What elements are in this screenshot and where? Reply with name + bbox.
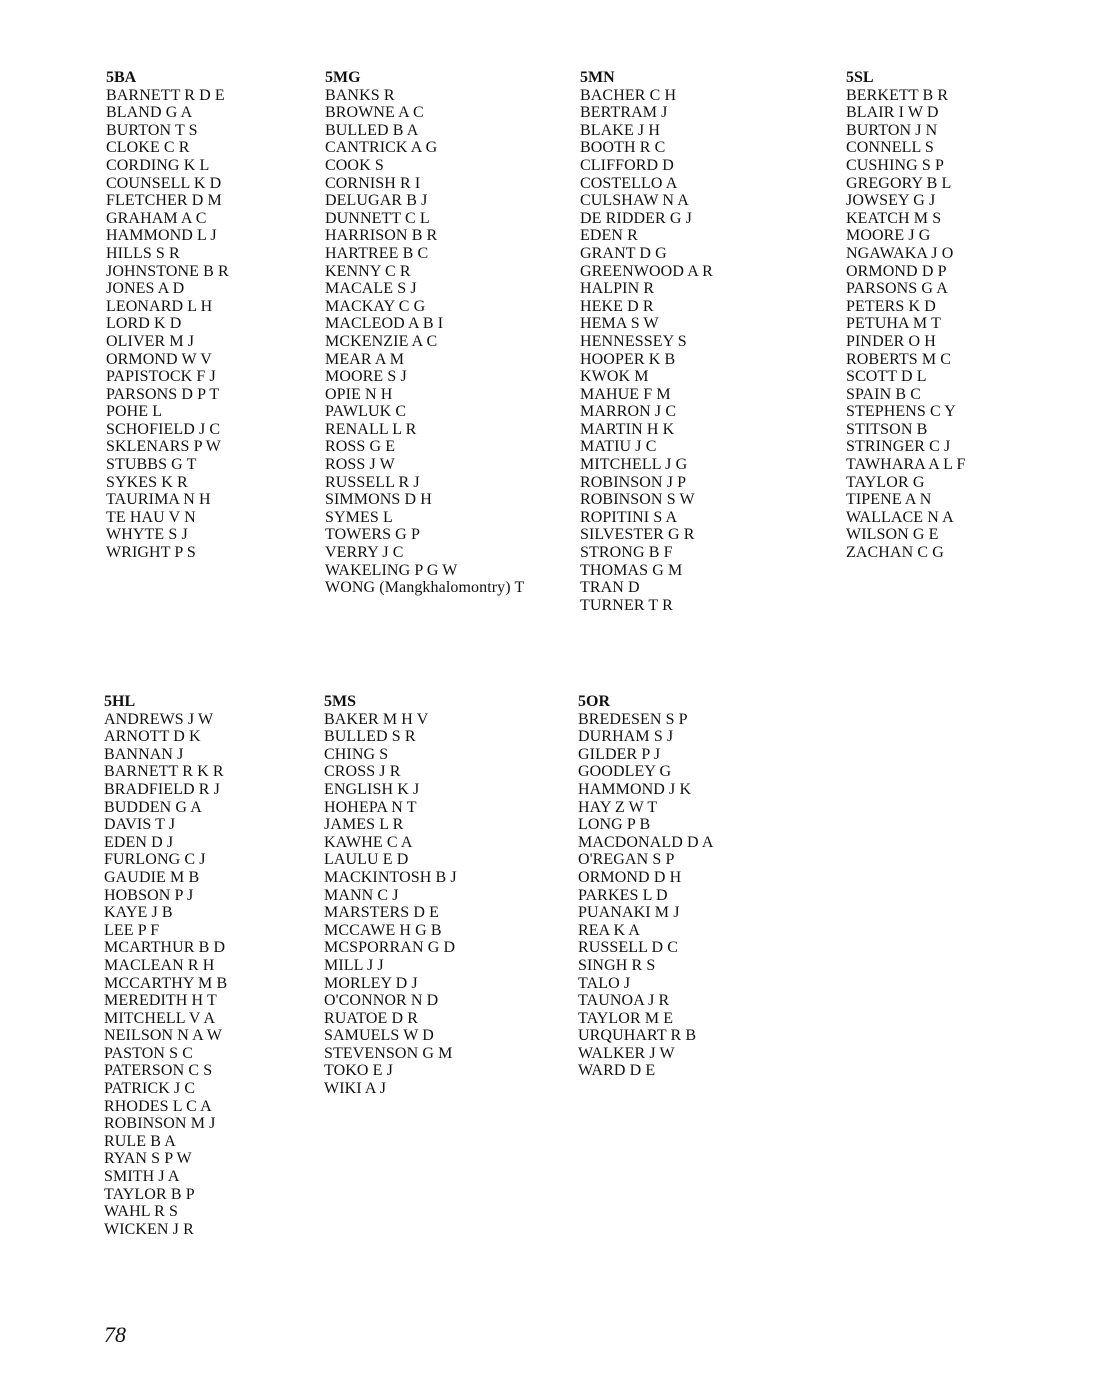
student-name: CUSHING S P [846,156,945,174]
student-name: MCCARTHY M B [104,974,228,992]
student-name: CORNISH R I [325,174,421,192]
student-name: TAYLOR B P [104,1185,195,1203]
student-name: HAMMOND J K [578,780,692,798]
student-name: THOMAS G M [580,561,683,579]
student-name: JAMES L R [324,816,404,834]
student-name: SILVESTER G R [580,526,695,544]
student-name: PARSONS G A [846,280,948,298]
class-block-5ba [106,69,346,562]
student-name: PINDER O H [846,332,936,350]
student-name: MACKAY C G [325,297,426,315]
student-name: CROSS J R [324,763,401,781]
student-name: ORMOND W V [106,350,212,368]
student-name: RUSSELL D C [578,939,679,957]
student-name: WALKER J W [578,1044,675,1062]
class-heading: 5MN [580,69,615,86]
student-name: BACHER C H [580,86,677,104]
student-name: STITSON B [846,420,928,438]
student-name: KAWHE C A [324,833,413,851]
student-name: ROSS J W [325,456,395,474]
student-name: HILLS S R [106,244,180,262]
student-name: SINGH R S [578,956,656,974]
class-heading: 5OR [578,693,610,710]
student-name: WARD D E [578,1062,656,1080]
student-name: BULLED B A [325,121,419,139]
student-name: TAUNOA J R [578,992,670,1010]
student-name: WAHL R S [104,1203,178,1221]
student-name: EDEN R [580,227,638,245]
class-block-5sl [846,69,1086,562]
student-name: HENNESSEY S [580,332,687,350]
student-name: CANTRICK A G [325,139,438,157]
student-name: MARSTERS D E [324,904,439,922]
student-name: GAUDIE M B [104,868,200,886]
student-name: HARTREE B C [325,244,429,262]
student-name: PARKES L D [578,886,668,904]
student-name: BLAIR I W D [846,104,939,122]
student-name: ANDREWS J W [104,710,214,728]
student-name: BRADFIELD R J [104,780,220,798]
student-name: GRAHAM A C [106,209,207,227]
student-name: BARNETT R D E [106,86,225,104]
student-name: ROBINSON M J [104,1115,216,1133]
student-list [104,711,344,1239]
student-name: STRONG B F [580,544,673,562]
student-name: ZACHAN C G [846,544,944,562]
student-name: RYAN S P W [104,1150,192,1168]
student-name: MOORE S J [325,368,407,386]
student-name: BOOTH R C [580,139,666,157]
student-name: FLETCHER D M [106,192,222,210]
student-name: STEPHENS C Y [846,403,956,421]
student-name: JOHNSTONE B R [106,262,229,280]
student-name: RENALL L R [325,420,417,438]
class-heading: 5MG [325,69,361,86]
student-name: HEKE D R [580,297,654,315]
student-name: MILL J J [324,956,384,974]
student-name: BANKS R [325,86,395,104]
student-list [325,87,585,597]
student-name: COSTELLO A [580,174,678,192]
student-name: MACDONALD D A [578,833,714,851]
class-block-5ms [324,693,564,1098]
student-name: MCSPORRAN G D [324,939,456,957]
student-name: TOKO E J [324,1062,393,1080]
student-name: DE RIDDER G J [580,209,692,227]
student-list [846,87,1086,562]
student-name: MACKINTOSH B J [324,868,457,886]
student-name: HARRISON B R [325,227,438,245]
student-name: SIMMONS D H [325,491,432,509]
student-name: LEE P F [104,921,160,939]
student-name: RUSSELL R J [325,473,420,491]
student-name: RHODES L C A [104,1097,212,1115]
student-name: BURTON J N [846,121,938,139]
student-name: CONNELL S [846,139,934,157]
student-name: DUNNETT C L [325,209,430,227]
student-name: BERTRAM J [580,104,668,122]
student-name: SCHOFIELD J C [106,420,221,438]
page-number: 78 [104,1322,126,1347]
student-name: BARNETT R K R [104,763,224,781]
student-name: HALPIN R [580,280,655,298]
student-name: CHING S [324,745,389,763]
student-name: KENNY C R [325,262,411,280]
student-name: CLIFFORD D [580,156,674,174]
student-name: KAYE J B [104,904,173,922]
student-name: WHYTE S J [106,526,188,544]
student-list [324,711,564,1098]
student-name: MCKENZIE A C [325,332,438,350]
student-name: GREENWOOD A R [580,262,713,280]
student-name: GOODLEY G [578,763,672,781]
student-name: MITCHELL V A [104,1009,216,1027]
student-name: BUDDEN G A [104,798,202,816]
student-name: PUANAKI M J [578,904,680,922]
student-name: PARSONS D P T [106,385,220,403]
student-name: WALLACE N A [846,508,954,526]
student-name: WICKEN J R [104,1220,194,1238]
student-name: COOK S [325,156,384,174]
class-block-5hl [104,693,344,1238]
student-name: TAYLOR G [846,473,925,491]
student-name: JONES A D [106,280,185,298]
student-name: JOWSEY G J [846,192,936,210]
student-name: DAVIS T J [104,816,176,834]
student-name: O'CONNOR N D [324,992,439,1010]
student-name: TIPENE A N [846,491,932,509]
student-name: WIKI A J [324,1080,387,1098]
student-name: PETERS K D [846,297,936,315]
student-name: HAMMOND L J [106,227,217,245]
student-name: COUNSELL K D [106,174,222,192]
student-name: TE HAU V N [106,508,196,526]
student-name: OPIE N H [325,385,393,403]
student-name: BULLED S R [324,728,416,746]
student-name: GREGORY B L [846,174,952,192]
student-name: MARRON J C [580,403,677,421]
student-name: TAURIMA N H [106,491,211,509]
student-name: ENGLISH K J [324,780,420,798]
student-name: PAWLUK C [325,403,407,421]
student-name: WILSON G E [846,526,939,544]
student-name: CLOKE C R [106,139,190,157]
student-name: TURNER T R [580,596,673,614]
student-name: ROSS G E [325,438,396,456]
student-name: ROPITINI S A [580,508,678,526]
student-name: HAY Z W T [578,798,658,816]
class-heading: 5HL [104,693,136,710]
student-name: MCCAWE H G B [324,921,442,939]
student-name: ROBERTS M C [846,350,952,368]
student-name: TRAN D [580,579,640,597]
student-name: BREDESEN S P [578,710,688,728]
student-name: BLAND G A [106,104,193,122]
student-name: SYMES L [325,508,393,526]
student-name: WONG (Mangkhalomontry) T [325,579,525,597]
student-list [106,87,346,562]
student-name: SKLENARS P W [106,438,221,456]
student-name: LORD K D [106,315,182,333]
class-heading: 5MS [324,693,356,710]
student-name: PETUHA M T [846,315,941,333]
class-heading: 5SL [846,69,874,86]
student-name: GRANT D G [580,244,667,262]
student-name: ROBINSON S W [580,491,695,509]
student-name: MITCHELL J G [580,456,688,474]
student-name: CORDING K L [106,156,210,174]
student-name: TAYLOR M E [578,1009,674,1027]
class-block-5or [578,693,818,1080]
student-name: SMITH J A [104,1168,180,1186]
student-name: EDEN D J [104,833,174,851]
student-name: MACALE S J [325,280,417,298]
student-name: ROBINSON J P [580,473,687,491]
student-name: MAHUE F M [580,385,671,403]
student-name: DELUGAR B J [325,192,428,210]
student-name: BERKETT B R [846,86,949,104]
student-name: STEVENSON G M [324,1044,453,1062]
student-name: FURLONG C J [104,851,206,869]
student-list [580,87,820,615]
student-name: HOOPER K B [580,350,676,368]
student-name: MEREDITH H T [104,992,217,1010]
student-name: BANNAN J [104,745,184,763]
student-name: POHE L [106,403,163,421]
student-name: DURHAM S J [578,728,674,746]
student-name: TOWERS G P [325,526,420,544]
student-name: STRINGER C J [846,438,951,456]
student-name: PATERSON C S [104,1062,213,1080]
student-name: MARTIN H K [580,420,675,438]
student-name: BAKER M H V [324,710,429,728]
student-name: MACLEAN R H [104,956,215,974]
student-name: URQUHART R B [578,1027,697,1045]
student-name: SPAIN B C [846,385,922,403]
student-name: BLAKE J H [580,121,661,139]
student-name: RUATOE D R [324,1009,419,1027]
student-name: MOORE J G [846,227,931,245]
student-name: BURTON T S [106,121,198,139]
student-name: O'REGAN S P [578,851,675,869]
student-name: ORMOND D H [578,868,682,886]
student-name: SAMUELS W D [324,1027,434,1045]
student-name: LEONARD L H [106,297,213,315]
student-name: CULSHAW N A [580,192,689,210]
class-block-5mn [580,69,820,614]
student-name: STUBBS G T [106,456,197,474]
student-name: TALO J [578,974,631,992]
student-name: MEAR A M [325,350,405,368]
student-name: ORMOND D P [846,262,947,280]
student-list [578,711,818,1080]
student-name: HOHEPA N T [324,798,417,816]
student-name: WAKELING P G W [325,561,458,579]
student-name: VERRY J C [325,544,404,562]
student-name: TAWHARA A L F [846,456,966,474]
student-name: GILDER P J [578,745,661,763]
student-name: RULE B A [104,1132,176,1150]
student-name: WRIGHT P S [106,544,196,562]
student-name: REA K A [578,921,641,939]
student-name: MORLEY D J [324,974,418,992]
student-name: PAPISTOCK F J [106,368,216,386]
student-name: MANN C J [324,886,399,904]
class-heading: 5BA [106,69,137,86]
student-name: MATIU J C [580,438,657,456]
class-block-5mg [325,69,585,597]
student-name: HOBSON P J [104,886,194,904]
student-name: KEATCH M S [846,209,942,227]
student-name: PATRICK J C [104,1080,196,1098]
student-name: BROWNE A C [325,104,424,122]
student-name: SYKES K R [106,473,188,491]
student-name: LAULU E D [324,851,409,869]
student-name: ARNOTT D K [104,728,201,746]
student-name: KWOK M [580,368,649,386]
student-name: NEILSON N A W [104,1027,222,1045]
student-name: MCARTHUR B D [104,939,226,957]
student-name: LONG P B [578,816,651,834]
student-name: NGAWAKA J O [846,244,954,262]
student-name: OLIVER M J [106,332,195,350]
student-name: HEMA S W [580,315,659,333]
student-name: MACLEOD A B I [325,315,444,333]
student-name: SCOTT D L [846,368,927,386]
student-name: PASTON S C [104,1044,194,1062]
